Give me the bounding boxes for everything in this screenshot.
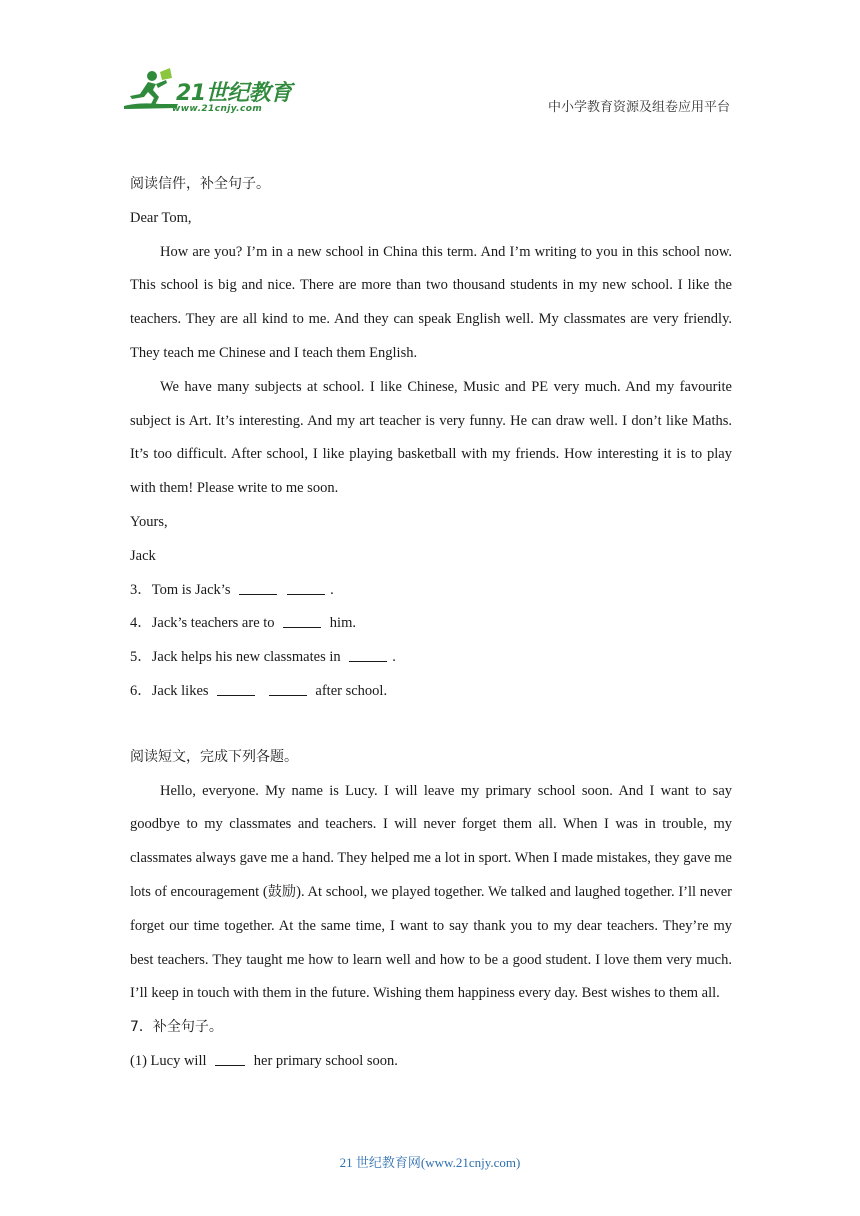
site-logo[interactable]: [120, 66, 300, 116]
answer-blank[interactable]: [349, 647, 387, 662]
letter-paragraph-1: How are you? I’m in a new school in China this term. And I’m writing to you in this school now. This school is big and nice. There are more than two thousand students in my new school. I like the teachers. They are all kind to me. And they can speak English well. My classmates are very friendly. They teach me Chinese and I teach them English.: [130, 243, 732, 361]
question-5-suffix: .: [392, 649, 396, 666]
answer-blank[interactable]: [283, 613, 321, 628]
question-7-1-suffix: her primary school soon.: [253, 1052, 398, 1069]
question-3-suffix: .: [330, 581, 334, 598]
passage-text-part-1: Hello, everyone. My name is Lucy. I will leave my primary school soon. And I want to say goodbye to my classmates and teachers. I will never forget them all. When I was in trouble, my classmates always gave me a hand. They helped me a lot in sport. When I made mistakes, they gave me lots of encouragement (: [130, 782, 732, 900]
answer-blank[interactable]: [217, 681, 255, 696]
question-4-suffix: him.: [329, 615, 356, 632]
question-6-suffix: after school.: [315, 682, 388, 699]
question-6: [130, 675, 732, 709]
passage-text-part-2: ). At school, we played together. We talked and laughed together. I’ll never forget our time together. At the same time, I want to say thank you to my dear teachers. They’re my best teachers. They taught me how to learn well and how to be a good student. I love them very much. I’ll keep in touch with them in the future. Wishing them happiness every day. Best wishes to them all.: [130, 883, 733, 1002]
page-header: [0, 0, 860, 130]
letter-signature: Jack: [130, 547, 156, 564]
section-spacer: [130, 709, 732, 741]
question-7-title: 7．补全句子。: [130, 1019, 223, 1036]
question-5-text: 5．Jack helps his new classmates in: [130, 649, 341, 666]
passage-paragraph: [130, 775, 732, 1012]
section2-instruction: 阅读短文，完成下列各题。: [130, 748, 298, 765]
question-4: [130, 607, 732, 641]
question-6-text: 6．Jack likes: [130, 682, 209, 699]
header-tagline: 中小学教育资源及组卷应用平台: [547, 100, 730, 115]
letter-closing: Yours,: [130, 513, 168, 530]
logo-text: 21世纪教育: [176, 81, 292, 106]
letter-greeting: Dear Tom,: [130, 209, 192, 226]
answer-blank[interactable]: [287, 580, 325, 595]
answer-blank[interactable]: [215, 1051, 245, 1066]
question-7-1-text: (1) Lucy will: [130, 1052, 207, 1069]
runner-logo-icon: [120, 66, 180, 116]
question-3-text: 3．Tom is Jack’s: [130, 581, 231, 598]
question-5: [130, 641, 732, 675]
page-footer: 21 世纪教育网(www.21cnjy.com): [339, 1155, 521, 1170]
answer-blank[interactable]: [239, 580, 277, 595]
section1-instruction: 阅读信件，补全句子。: [130, 176, 270, 192]
question-3: [130, 574, 732, 608]
question-7-1: [130, 1045, 732, 1079]
letter-paragraph-2: We have many subjects at school. I like Chinese, Music and PE very much. And my favourite subject is Art. It’s interesting. And my art teacher is very funny. He can draw well. I don’t like Maths. It’s too difficult. After school, I like playing basketball with my friends. How interesting it is to play with them! Please write to me soon.: [130, 378, 732, 497]
answer-blank[interactable]: [269, 681, 307, 696]
document-body: [130, 168, 732, 1079]
question-4-text: 4．Jack’s teachers are to: [130, 615, 275, 632]
logo-url: www.21cnjy.com: [172, 104, 263, 114]
passage-chinese-gloss: 鼓励: [267, 883, 297, 900]
